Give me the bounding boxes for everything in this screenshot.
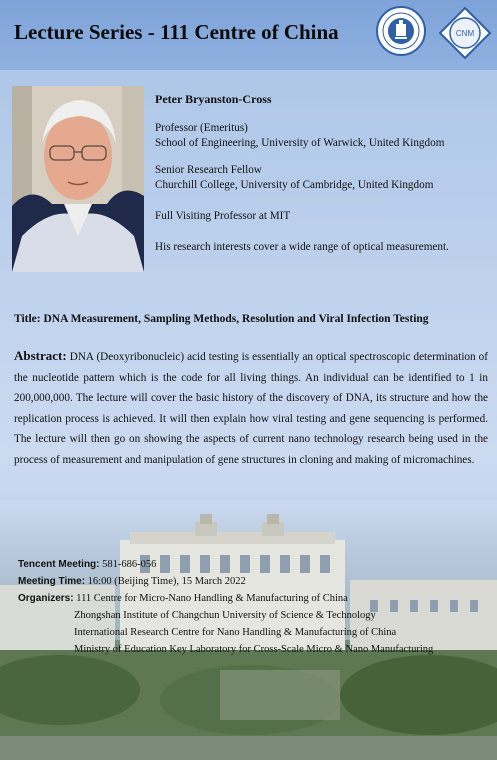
- cnm-logo: [438, 6, 492, 60]
- organizers-label: Organizers:: [18, 593, 74, 604]
- meeting-time-label: Meeting Time:: [18, 576, 86, 587]
- tencent-label: Tencent Meeting:: [18, 559, 100, 570]
- cnm-logo-text: CNM: [455, 29, 475, 38]
- meeting-time-value: 16:00 (Beijing Time), 15 March 2022: [85, 576, 246, 587]
- organizer-2: Zhongshan Institute of Changchun University of Science & Technology: [74, 610, 376, 621]
- organizer-4: Ministry of Education Key Laboratory for Cross-Scale Micro & Nano Manufacturing: [74, 644, 434, 655]
- organizer-1: 111 Centre for Micro-Nano Handling & Manufacturing of China: [76, 593, 348, 604]
- speaker-bio: [155, 92, 485, 255]
- meeting-time-row: [18, 573, 433, 590]
- role1-title: Professor (Emeritus): [155, 122, 248, 134]
- tencent-value: 581-686-056: [99, 559, 157, 570]
- abstract-text: DNA (Deoxyribonucleic) acid testing is essentially an optical spectroscopic determination of the nucleotide pattern which is the code for all living things. An individual can be identified to 1 in 200,000,000. The lecture will cover the basic history of the discovery of DNA, its structure and how the replication process is achieved. It will then explain how viral testing and gene sequencing is performed. The lecture will then go on showing the aspects of current nano technology research being used in the process of measurement and manipulation of gene structures in cloning and making of micromachines.: [14, 351, 488, 466]
- talk-title: Title: DNA Measurement, Sampling Methods, Resolution and Viral Infection Testing: [14, 313, 429, 325]
- role2-org: Churchill College, University of Cambridge, United Kingdom: [155, 179, 434, 191]
- abstract: [14, 346, 488, 471]
- role3: Full Visiting Professor at MIT: [155, 210, 291, 222]
- role2-title: Senior Research Fellow: [155, 164, 262, 176]
- organizer-3: International Research Centre for Nano Handling & Manufacturing of China: [74, 627, 397, 638]
- research-interests: His research interests cover a wide range of optical measurement.: [155, 241, 449, 253]
- abstract-label: Abstract:: [14, 348, 67, 363]
- speaker-name: Peter Bryanston-Cross: [155, 92, 272, 106]
- role1-org: School of Engineering, University of Warwick, United Kingdom: [155, 137, 445, 149]
- meeting-info: [18, 556, 433, 658]
- speaker-photo: [12, 86, 144, 272]
- university-seal-logo: [376, 6, 426, 56]
- organizers-row: [18, 590, 433, 607]
- tencent-meeting-row: [18, 556, 433, 573]
- poster-title: Lecture Series - 111 Centre of China: [14, 20, 339, 44]
